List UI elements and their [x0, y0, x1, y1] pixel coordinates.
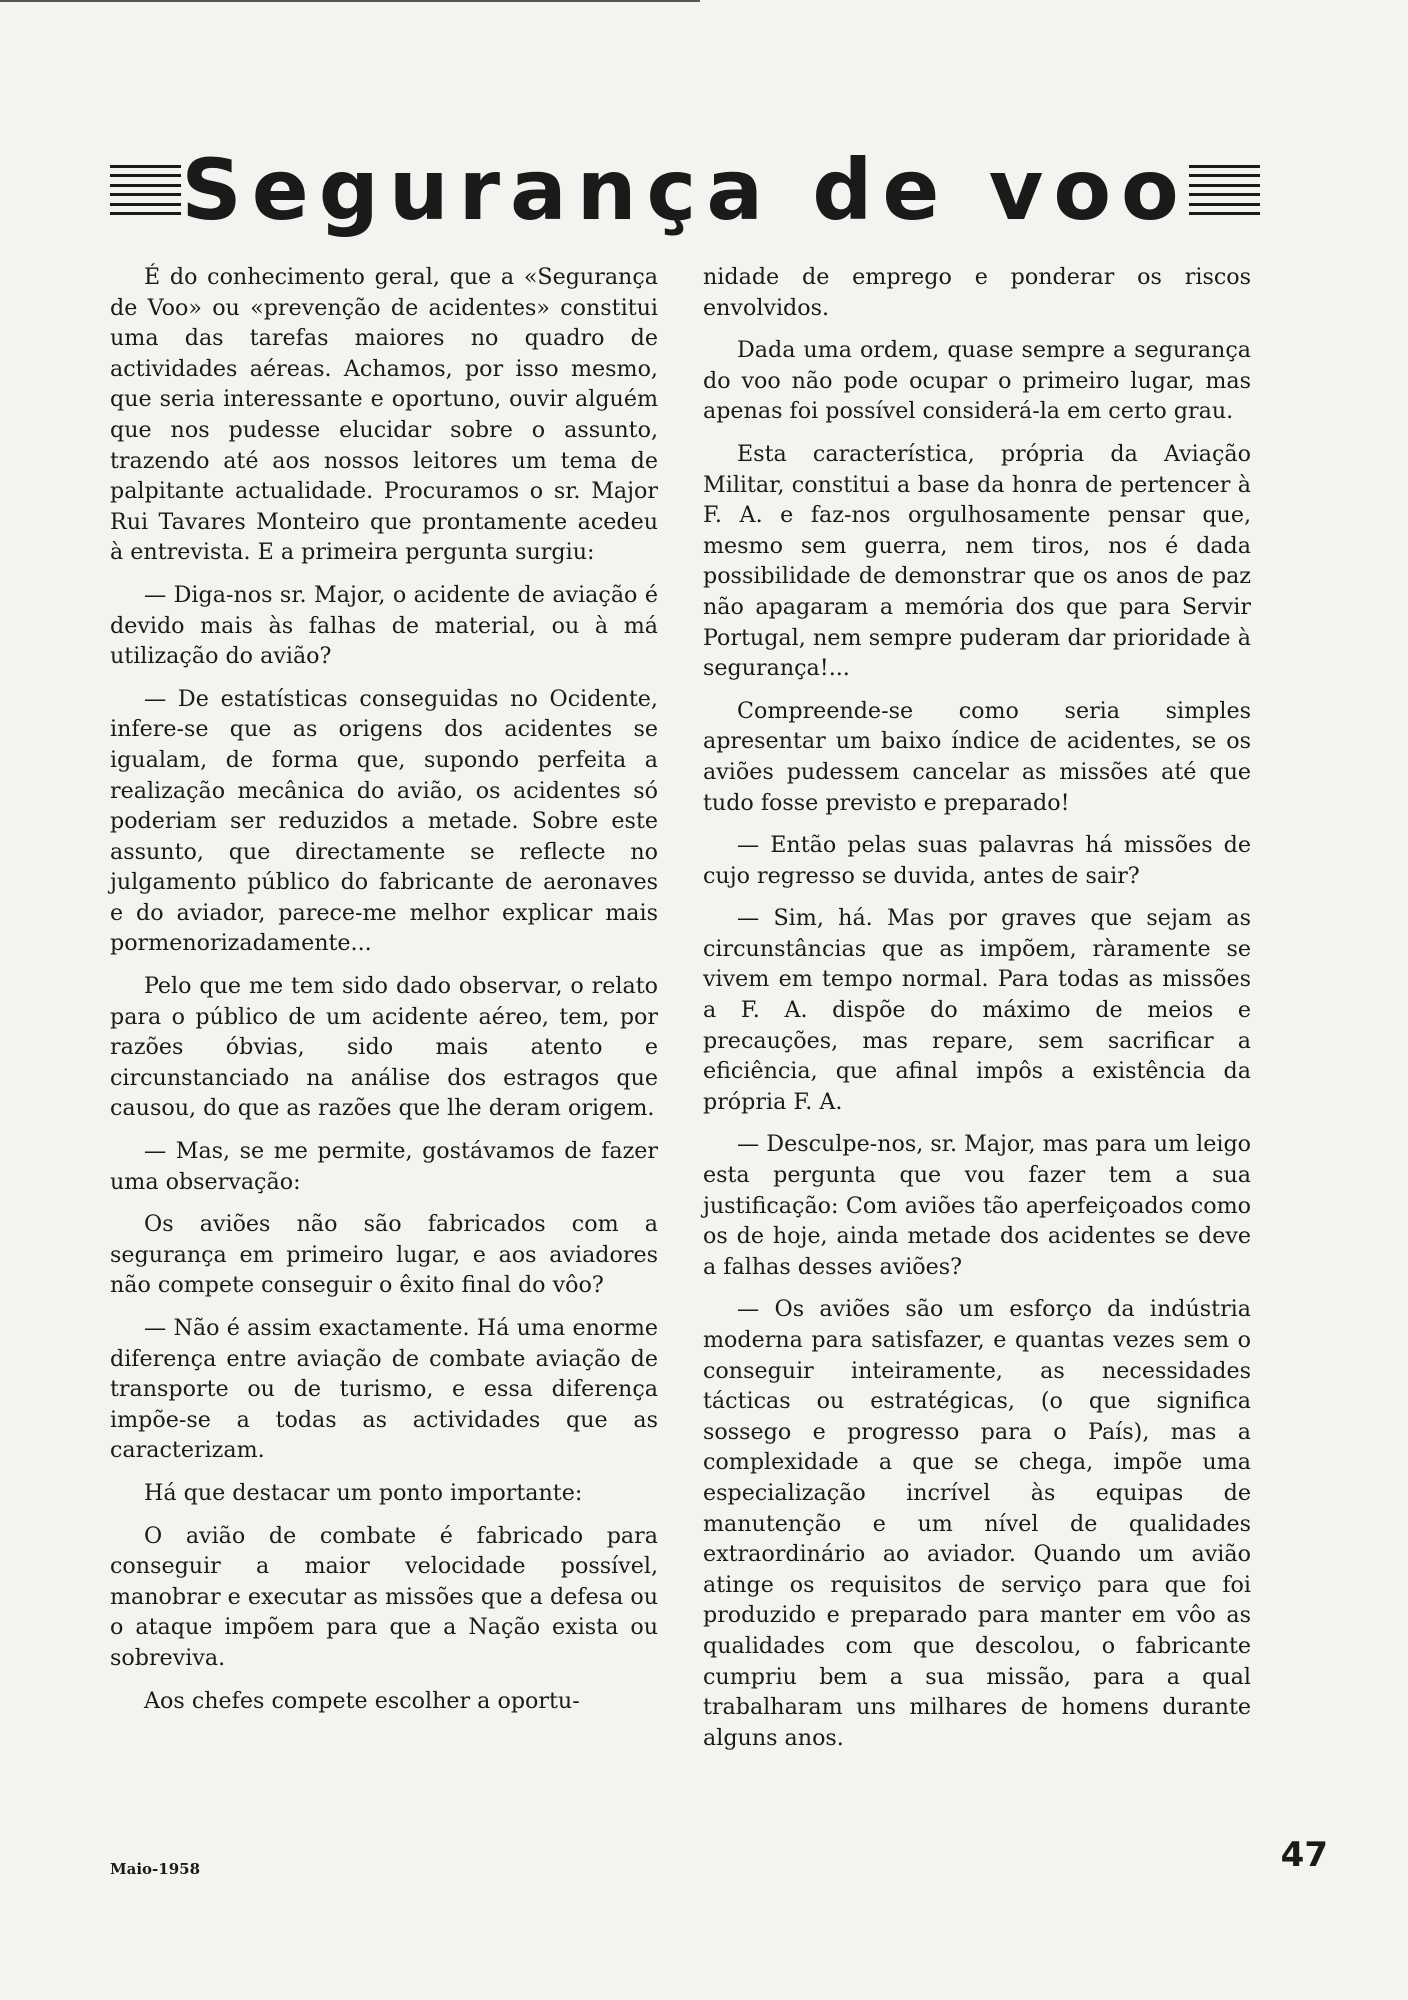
- paragraph: O avião de combate é fabricado para conseguir a maior velocidade possível, manobrar e executar as missões que a defesa ou o ataque impõem para que a Nação exista ou sobreviva.: [110, 1522, 658, 1671]
- title-rule-left: [110, 165, 181, 215]
- right-column: [703, 262, 1251, 1765]
- paragraph: Esta característica, própria da Aviação Militar, constitui a base da honra de pertencer à F. A. e faz-nos orgulhosamente pensar que, mesmo sem guerra, nem tiros, nos é dada possibilidade de demonstrar que os anos de paz não apagaram a memória dos que para Servir Portugal, nem sempre puderam dar prioridade à segurança!...: [703, 440, 1251, 682]
- title-rule-right: [1189, 165, 1260, 215]
- issue-date: Maio-1958: [110, 1860, 200, 1878]
- paragraph: nidade de emprego e ponderar os riscos envolvidos.: [703, 264, 1251, 321]
- paragraph: Aos chefes compete escolher a oportu-: [144, 1687, 580, 1714]
- article-title: Segurança de voo: [181, 141, 1189, 239]
- paragraph: — Mas, se me permite, gostávamos de fazer uma observação:: [110, 1138, 658, 1195]
- article-header: [110, 135, 1260, 245]
- paragraph: — De estatísticas conseguidas no Ocidente, infere-se que as origens dos acidentes se igualam, de forma que, supondo perfeita a realização mecânica do avião, os acidentes só poderiam ser reduzidos a metade. Sobre este assunto, que directamente se reflecte no julgamento público do fabricante de aeronaves e do aviador, parece-me melhor explicar mais pormenorizadamente...: [110, 685, 658, 957]
- paragraph: Compreende-se como seria simples apresentar um baixo índice de acidentes, se os aviões pudessem cancelar as missões até que tudo fosse previsto e preparado!: [703, 697, 1251, 816]
- page-number: 47: [1280, 1835, 1328, 1875]
- paragraph: — Diga-nos sr. Major, o acidente de aviação é devido mais às falhas de material, ou à má utilização do avião?: [110, 581, 658, 670]
- paragraph: Pelo que me tem sido dado observar, o relato para o público de um acidente aéreo, tem, por razões óbvias, sido mais atento e circunstanciado na análise dos estragos que causou, do que as razões que lhe deram origem.: [110, 973, 658, 1122]
- paragraph: — Os aviões são um esforço da indústria moderna para satisfazer, e quantas vezes sem o conseguir inteiramente, as necessidades tácticas ou estratégicas, (o que significa sossego e progresso para o País), mas a complexidade a que se chega, impõe uma especialização incrível às equipas de manutenção e um nível de qualidades extraordinário ao aviador. Quando um avião atinge os requisitos de serviço para que foi produzido e preparado para manter em vôo as qualidades com que descolou, o fabricante cumpriu bem a sua missão, para a qual trabalharam uns milhares de homens durante alguns anos.: [703, 1296, 1251, 1751]
- paragraph: — Desculpe-nos, sr. Major, mas para um leigo esta pergunta que vou fazer tem a sua justificação: Com aviões tão aperfeiçoados como os de hoje, ainda metade dos acidentes se deve a falhas desses aviões?: [703, 1131, 1251, 1280]
- paragraph: Os aviões não são fabricados com a segurança em primeiro lugar, e aos aviadores não compete conseguir o êxito final do vôo?: [110, 1211, 658, 1299]
- paragraph: Dada uma ordem, quase sempre a segurança do voo não pode ocupar o primeiro lugar, mas apenas foi possível considerá-la em certo grau.: [703, 337, 1251, 425]
- paragraph: É do conhecimento geral, que a «Segurança de Voo» ou «prevenção de acidentes» constitui uma das tarefas maiores no quadro de actividades aéreas. Achamos, por isso mesmo, que seria interessante e oportuno, ouvir alguém que nos pudesse elucidar sobre o assunto, trazendo até aos nossos leitores um tema de palpitante actualidade. Procuramos o sr. Major Rui Tavares Monteiro que prontamente acedeu à entrevista. E a primeira pergunta surgiu:: [110, 264, 658, 566]
- paragraph: — Não é assim exactamente. Há uma enorme diferença entre aviação de combate aviação de transporte ou de turismo, e essa diferença impõe-se a todas as actividades que as caracterizam.: [110, 1315, 658, 1464]
- paragraph: — Então pelas suas palavras há missões de cujo regresso se duvida, antes de sair?: [703, 832, 1251, 889]
- paragraph: Há que destacar um ponto importante:: [144, 1479, 583, 1506]
- left-column: [110, 262, 658, 1728]
- top-scan-rule: [0, 0, 700, 2]
- paragraph: — Sim, há. Mas por graves que sejam as circunstâncias que as impõem, ràramente se vivem em tempo normal. Para todas as missões a F. A. dispõe do máximo de meios e precauções, mas repare, sem sacrificar a eficiência, que afinal impôs a existência da própria F. A.: [703, 905, 1251, 1115]
